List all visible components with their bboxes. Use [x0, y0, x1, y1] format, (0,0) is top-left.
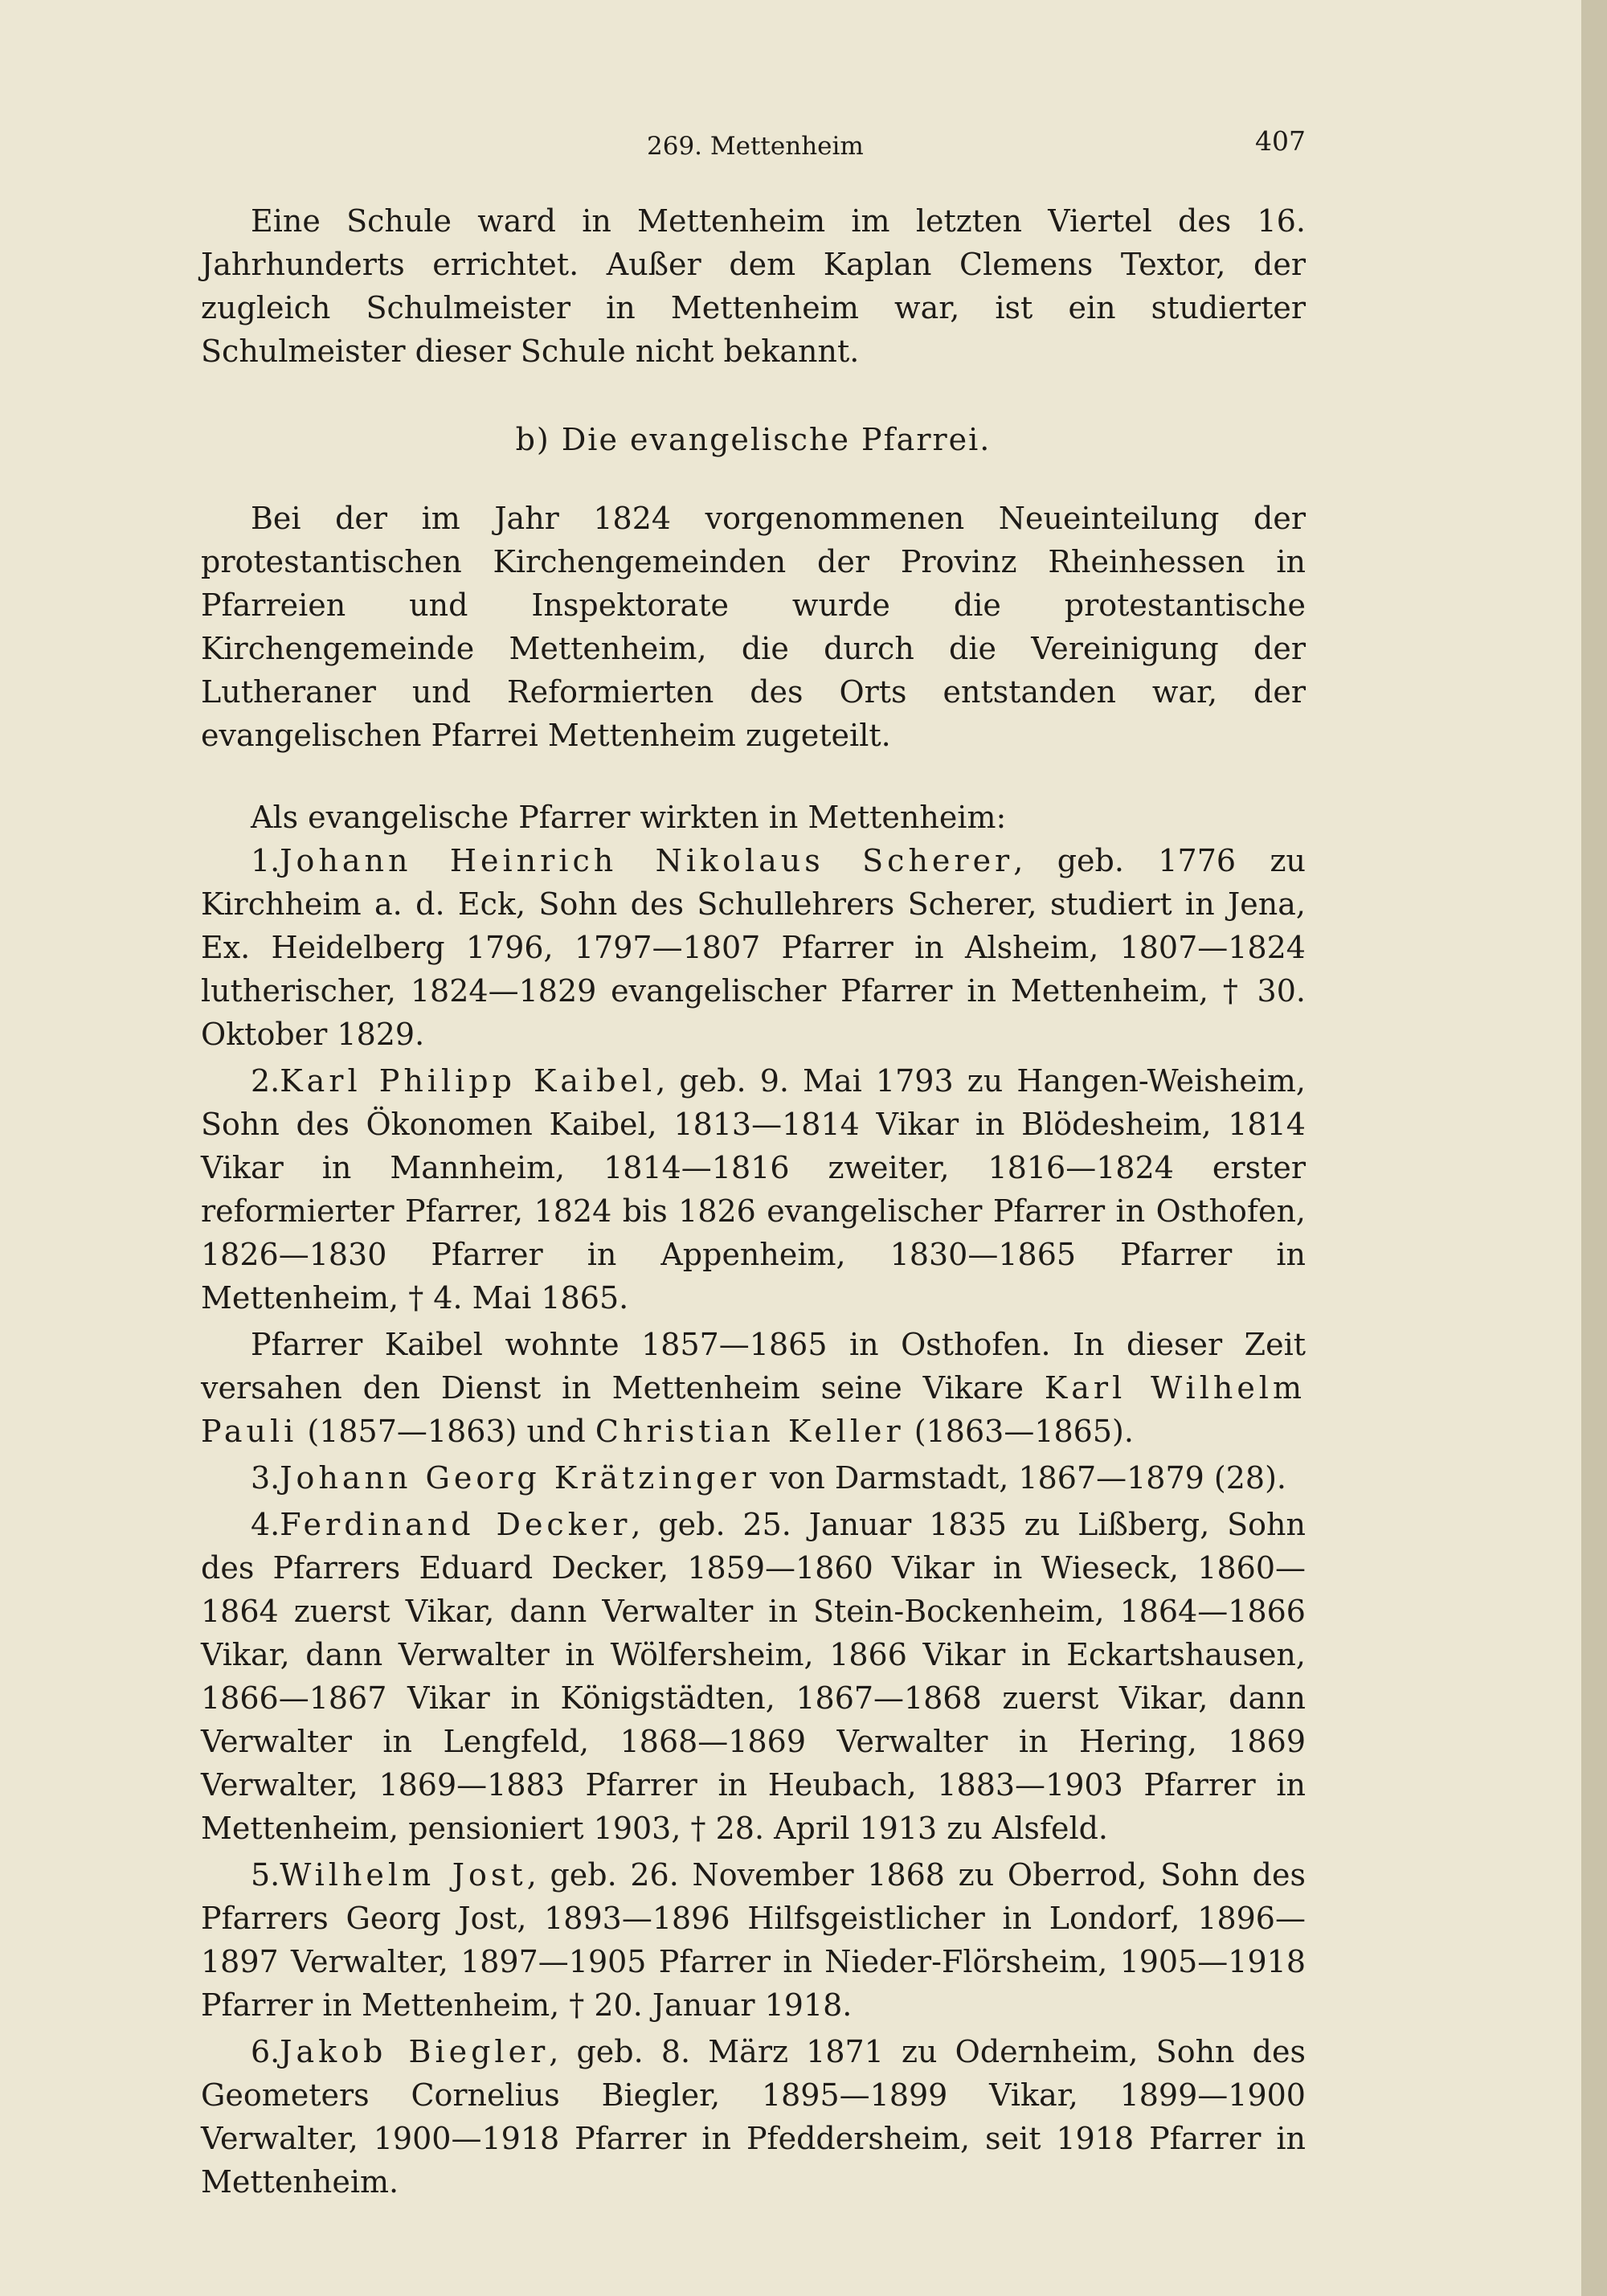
note-text: Pfarrer Kaibel wohnte 1857—1865 in Osthofen. In dieser Zeit versahen den Dienst in Mettenheim seine Vikare	[201, 1327, 1306, 1406]
entry-number: 4.	[251, 1507, 280, 1542]
pastor-entry-2	[201, 1059, 1306, 1320]
page-edge	[1581, 0, 1607, 2296]
entry-text: , geb. 25. Januar 1835 zu Lißberg, Sohn des Pfarrers Eduard Decker, 1859—1860 Vikar in Wieseck, 1860—1864 zuerst Vikar, dann Verwalter in Stein-Bockenheim, 1864—1866 Vikar, dann Verwalter in Wölfersheim, 1866 Vikar in Eckartshausen, 1866—1867 Vikar in Königstädten, 1867—1868 zuerst Vikar, dann Verwalter in Lengfeld, 1868—1869 Verwalter in Hering, 1869 Verwalter, 1869—1883 Pfarrer in Heubach, 1883—1903 Pfarrer in Mettenheim, pensioniert 1903, † 28. April 1913 zu Alsfeld.	[201, 1507, 1306, 1846]
pastor-name: Johann Heinrich Nikolaus Scherer	[280, 843, 1014, 878]
pastor-entry-3	[201, 1456, 1306, 1500]
pastor-entry-1	[201, 839, 1306, 1056]
entry-number: 6.	[251, 2034, 280, 2069]
entry-text: , geb. 8. März 1871 zu Odernheim, Sohn des Geometers Cornelius Biegler, 1895—1899 Vikar, 1899—1900 Verwalter, 1900—1918 Pfarrer in Pfeddersheim, seit 1918 Pfarrer in Mettenheim.	[201, 2034, 1306, 2200]
list-intro: Als evangelische Pfarrer wirkten in Mettenheim:	[251, 800, 1007, 835]
entry-text: , geb. 9. Mai 1793 zu Hangen-Weisheim, Sohn des Ökonomen Kaibel, 1813—1814 Vikar in Blödesheim, 1814 Vikar in Mannheim, 1814—1816 zweiter, 1816—1824 erster reformierter Pfarrer, 1824 bis 1826 evangelischer Pfarrer in Osthofen, 1826—1830 Pfarrer in Appenheim, 1830—1865 Pfarrer in Mettenheim, † 4. Mai 1865.	[201, 1063, 1306, 1316]
pastor-name: Ferdinand Decker	[280, 1507, 632, 1542]
vicar-note	[201, 1323, 1306, 1453]
page-number: 407	[1255, 125, 1306, 157]
entry-text: , geb. 1776 zu Kirchheim a. d. Eck, Sohn des Schullehrers Scherer, studiert in Jena, Ex. Heidelberg 1796, 1797—1807 Pfarrer in Alsheim, 1807—1824 lutherischer, 1824—1829 evangelischer Pfarrer in Mettenheim, † 30. Oktober 1829.	[201, 843, 1306, 1052]
vicar-name: Christian Keller	[595, 1414, 905, 1449]
section-paragraph: Bei der im Jahr 1824 vorgenommenen Neueinteilung der protestantischen Kirchengemeinden der Provinz Rheinhessen in Pfarreien und Inspektorate wurde die protestantische Kirchengemeinde Mettenheim, die durch die Vereinigung der Lutheraner und Reformierten des Orts entstanden war, der evangelischen Pfarrei Mettenheim zugeteilt.	[201, 501, 1306, 753]
entry-text: von Darmstadt, 1867—1879 (28).	[759, 1460, 1286, 1496]
running-title: 269. Mettenheim	[647, 132, 864, 161]
entry-number: 2.	[251, 1063, 280, 1099]
pastor-entry-4	[201, 1503, 1306, 1850]
note-text: (1857—1863) und	[297, 1414, 595, 1449]
entry-number: 1.	[251, 843, 280, 878]
entry-number: 3.	[251, 1460, 280, 1496]
page-header	[201, 121, 1306, 169]
pastor-entry-5	[201, 1853, 1306, 2027]
intro-paragraph: Eine Schule ward in Mettenheim im letzten Viertel des 16. Jahrhunderts errichtet. Außer dem Kaplan Clemens Textor, der zugleich Schulmeister in Mettenheim war, ist ein studierter Schulmeister dieser Schule nicht bekannt.	[201, 203, 1306, 369]
note-text: (1863—1865).	[904, 1414, 1134, 1449]
pastor-name: Johann Georg Krätzinger	[280, 1460, 760, 1496]
page-body	[201, 199, 1306, 2207]
pastor-entry-6	[201, 2030, 1306, 2204]
pastor-name: Karl Philipp Kaibel	[280, 1063, 656, 1099]
entry-number: 5.	[251, 1857, 280, 1893]
pastor-name: Jakob Biegler	[280, 2034, 550, 2069]
entry-text: , geb. 26. November 1868 zu Oberrod, Sohn des Pfarrers Georg Jost, 1893—1896 Hilfsgeistlicher in Londorf, 1896—1897 Verwalter, 1897—1905 Pfarrer in Nieder-Flörsheim, 1905—1918 Pfarrer in Mettenheim, † 20. Januar 1918.	[201, 1857, 1306, 2023]
pastor-name: Wilhelm Jost	[280, 1857, 527, 1893]
section-heading: b) Die evangelische Pfarrei.	[515, 422, 992, 457]
vicar-name: Karl Wilhelm Pauli	[201, 1370, 1306, 1449]
